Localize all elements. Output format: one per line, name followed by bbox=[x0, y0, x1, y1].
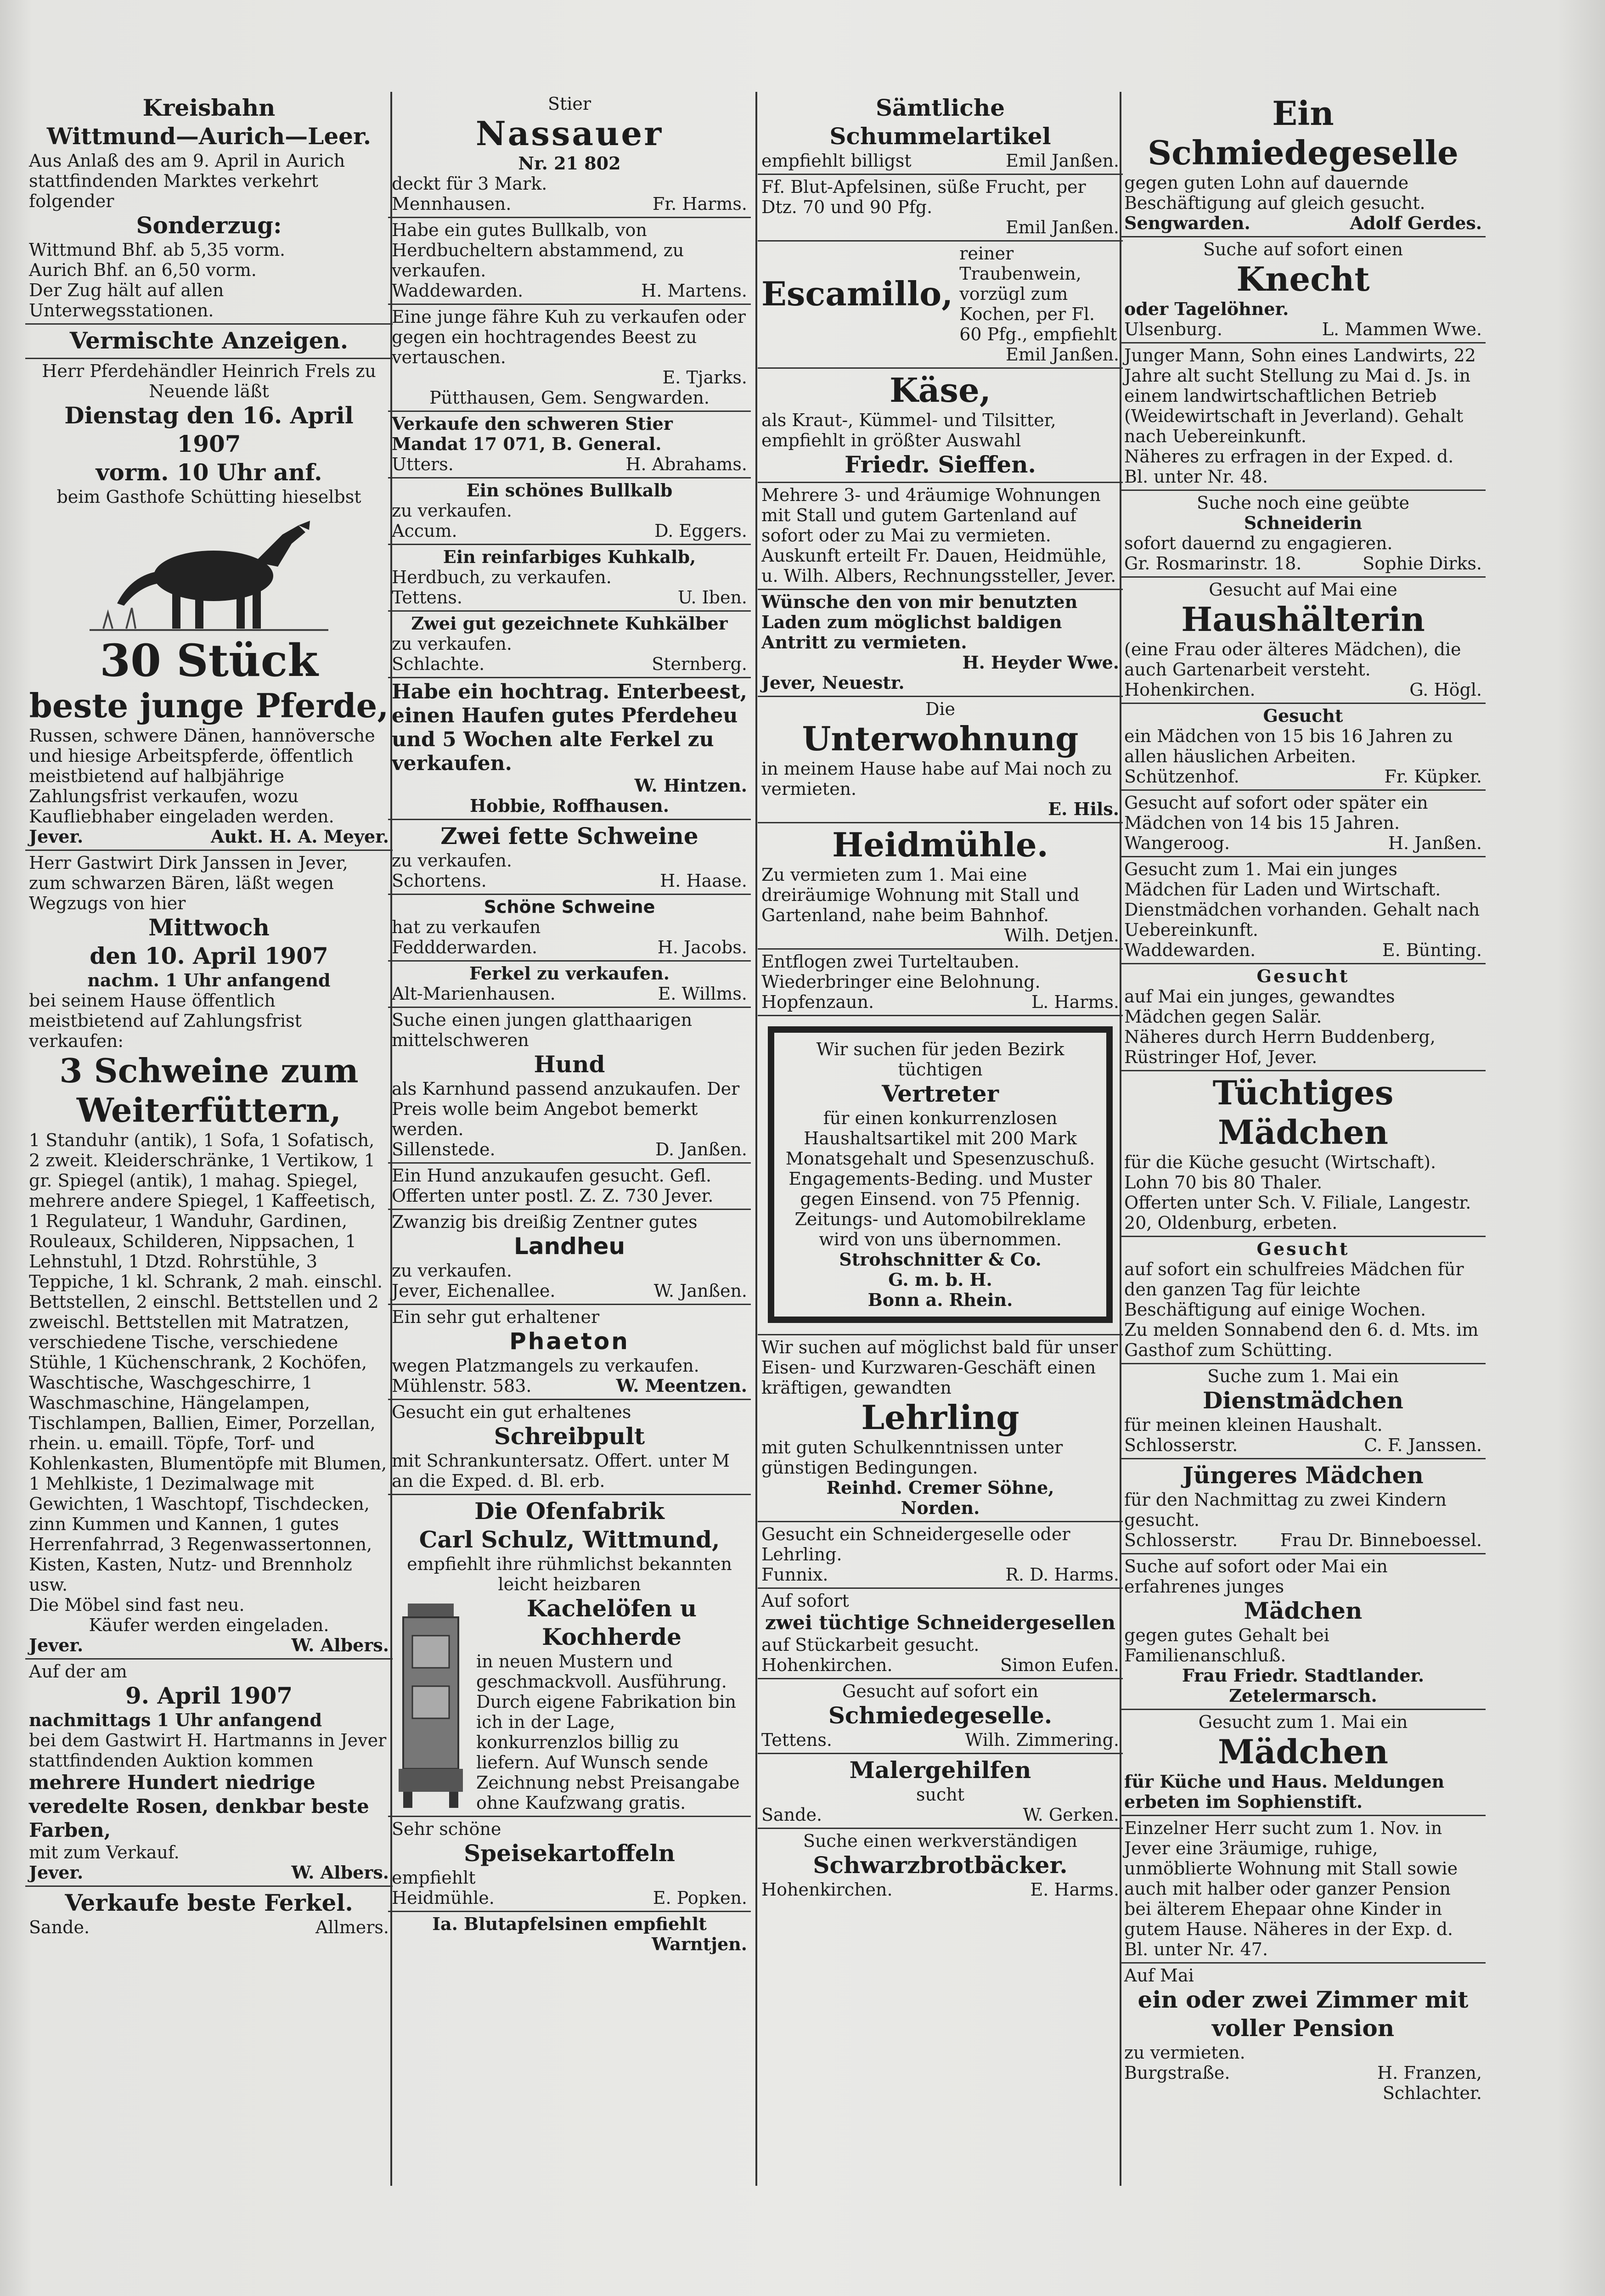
ad-text: Der Zug hält auf allen Unterwegsstationen. bbox=[29, 280, 224, 321]
ad-text: Gesucht auf Mai eine bbox=[1209, 580, 1397, 600]
ad-text: Käufer werden eingeladen. bbox=[89, 1615, 329, 1635]
ad-ferkel bbox=[388, 962, 751, 1008]
ad-bullkalb-2 bbox=[388, 478, 751, 545]
column-1 bbox=[25, 92, 393, 2186]
ad-text: Mehrere 3- und 4räumige Wohnungen mit Stall und gutem Gartenland auf sofort oder zu Mai zu vermieten. bbox=[761, 485, 1101, 546]
ad-schneidergesellen bbox=[758, 1589, 1123, 1679]
ad-dienstmaedchen bbox=[1121, 1364, 1486, 1459]
ad-heading: Zwei fette Schweine bbox=[440, 822, 698, 850]
ad-rosen bbox=[25, 1660, 393, 1887]
ad-signature: E. Tjarks. bbox=[662, 367, 747, 388]
ad-text: Ff. Blut-Apfelsinen, süße Frucht, per Dtz. 70 und 90 Pfg. bbox=[761, 177, 1086, 217]
ad-enterbeest bbox=[388, 678, 751, 820]
ad-heading: Sonderzug: bbox=[136, 212, 282, 239]
ad-heading: beste junge Pferde, bbox=[29, 686, 389, 725]
ad-tuechtiges bbox=[1121, 1071, 1486, 1237]
ad-signature: Schützenhof. Fr. Küpker. bbox=[1124, 766, 1482, 787]
ad-tauben bbox=[758, 950, 1123, 1016]
ad-text: Suche einen werkverständigen bbox=[803, 1831, 1077, 1851]
stove-icon bbox=[392, 1594, 470, 1810]
ad-text: Jever, Neuestr. bbox=[761, 672, 905, 693]
ad-heading: Heidmühle. bbox=[832, 825, 1048, 864]
ad-text: Wünsche den von mir benutzten Laden zum möglichst baldigen Antritt zu vermieten. bbox=[761, 591, 1078, 653]
ad-text: nachm. 1 Uhr anfangend bbox=[87, 970, 331, 990]
ad-text: (eine Frau oder älteres Mädchen), die auch Gartenarbeit versteht. bbox=[1124, 639, 1461, 680]
ad-heading: Gesucht bbox=[1256, 966, 1350, 986]
ad-maedchen-15 bbox=[1121, 704, 1486, 791]
ad-buddenberg bbox=[1121, 964, 1486, 1071]
ad-heading: Gesucht bbox=[1256, 1238, 1350, 1259]
ad-signature: Jever. W. Albers. bbox=[29, 1862, 389, 1883]
ad-text: Zwanzig bis dreißig Zentner gutes bbox=[392, 1212, 698, 1232]
ad-heading: zwei tüchtige Schneidergesellen bbox=[765, 1611, 1115, 1634]
ad-haushaelterin bbox=[1121, 578, 1486, 704]
ad-text: sofort dauernd zu engagieren. bbox=[1124, 533, 1393, 553]
ad-heading: Schmiedegeselle. bbox=[828, 1702, 1053, 1729]
ad-text: Näheres durch Herrn Buddenberg, Rüstringer Hof, Jever. bbox=[1124, 1027, 1436, 1067]
ad-signature: W. Hintzen. bbox=[634, 775, 747, 796]
ad-heading: 30 Stück bbox=[100, 635, 318, 687]
ad-text: Entflogen zwei Turteltauben. Wiederbringer eine Belohnung. bbox=[761, 951, 1041, 992]
ad-text: zu verkaufen. bbox=[392, 850, 512, 871]
column-2 bbox=[388, 92, 751, 2186]
ad-text: auf Stückarbeit gesucht. bbox=[761, 1635, 980, 1655]
ad-heading: Ferkel zu verkaufen. bbox=[469, 963, 670, 984]
ad-heading: Phaeton bbox=[509, 1328, 630, 1355]
ad-heading: Schöne Schweine bbox=[484, 897, 655, 917]
ad-heading: Schwarzbrotbäcker. bbox=[813, 1851, 1068, 1879]
ad-heading: Hund bbox=[534, 1051, 605, 1078]
ad-lehrling bbox=[758, 1335, 1123, 1522]
ad-schummel bbox=[758, 92, 1123, 175]
ad-text: Herr Gastwirt Dirk Janssen in Jever, zum schwarzen Bären, läßt wegen Wegzugs von hier bbox=[29, 853, 348, 913]
ad-heading: Wittmund—Aurich—Leer. bbox=[46, 123, 372, 150]
ad-heading: Dienstag den 16. April bbox=[64, 402, 354, 429]
ad-heading: Mädchen bbox=[1217, 1732, 1389, 1771]
ad-signature: Jever. Aukt. H. A. Meyer. bbox=[29, 826, 389, 847]
ad-kuhkaelber bbox=[388, 612, 751, 678]
ad-text: Die Möbel sind fast neu. bbox=[29, 1595, 245, 1615]
ad-heading: Verkaufe beste Ferkel. bbox=[65, 1889, 353, 1916]
ad-text: Auskunft erteilt Fr. Dauen, Heidmühle, u. Wilh. Albers, Rechnungssteller, Jever. bbox=[761, 546, 1116, 586]
ad-text: zu verkaufen. bbox=[392, 1261, 512, 1281]
ad-kuh bbox=[388, 305, 751, 412]
ad-heading: Tüchtiges Mädchen bbox=[1212, 1073, 1394, 1152]
ad-text: auf Mai ein junges, gewandtes Mädchen gegen Salär. bbox=[1124, 986, 1395, 1027]
ad-signature: Waddewarden. E. Bünting. bbox=[1124, 940, 1482, 960]
ad-bullkalb bbox=[388, 218, 751, 305]
ad-signature: Sillenstede. D. Janßen. bbox=[392, 1139, 747, 1159]
ad-signature: Wangeroog. H. Janßen. bbox=[1124, 833, 1482, 853]
ad-text: Wir suchen auf möglichst bald für unser Eisen- und Kurzwaren-Geschäft einen kräftigen, gewandten bbox=[761, 1337, 1118, 1398]
ad-heading: Sämtliche Schummelartikel bbox=[829, 94, 1051, 150]
ad-signature: Frau Friedr. Stadtlander. bbox=[1182, 1665, 1425, 1686]
ad-text: in meinem Hause habe auf Mai noch zu vermieten. bbox=[761, 759, 1112, 799]
ad-heading: 9. April 1907 bbox=[125, 1682, 293, 1709]
ad-text: Offerten unter Sch. V. Filiale, Langestr. 20, Oldenburg, erbeten. bbox=[1124, 1193, 1471, 1233]
ad-signature: Schlosserstr. C. F. Janssen. bbox=[1124, 1435, 1482, 1455]
ad-phaeton bbox=[388, 1305, 751, 1400]
ad-heading: Schreibpult bbox=[494, 1423, 645, 1450]
ad-signature: Hopfenzaun. L. Harms. bbox=[761, 992, 1119, 1012]
ad-text: wegen Platzmangels zu verkaufen. bbox=[392, 1356, 699, 1376]
ad-text: mit Schrankuntersatz. Offert. unter M an die Exped. d. Bl. erb. bbox=[392, 1451, 730, 1491]
ad-text: Hobbie, Roffhausen. bbox=[470, 795, 669, 816]
ad-signature: Sande. W. Gerken. bbox=[761, 1805, 1119, 1825]
ad-signature: Friedr. Sieffen. bbox=[845, 451, 1036, 478]
ofen-body bbox=[392, 1594, 747, 1813]
ad-text: Auf sofort bbox=[761, 1591, 849, 1611]
ad-heading: Carl Schulz, Wittmund, bbox=[419, 1526, 720, 1553]
ad-text: Russen, schwere Dänen, hannöversche und hiesige Arbeitspferde, öffentlich meistbietend auf halbjährige Zahlungsfrist verkaufen, wozu Kaufliebhaber eingeladen werden. bbox=[29, 726, 375, 827]
ad-text: Wittmund Bhf. ab 5,35 vorm. bbox=[29, 240, 286, 260]
ad-familien bbox=[1121, 1554, 1486, 1710]
ad-text: gegen gutes Gehalt bei Familienanschluß. bbox=[1124, 1625, 1329, 1666]
ad-text: Aurich Bhf. an 6,50 vorm. bbox=[29, 260, 257, 280]
ad-text: Gesucht zum 1. Mai ein junges Mädchen für Laden und Wirtschaft. Dienstmädchen vorhanden. Gehalt nach Uebereinkunft. bbox=[1124, 859, 1480, 940]
ad-laden-maedchen bbox=[1121, 857, 1486, 964]
ad-text: Ia. Blutapfelsinen empfiehlt bbox=[432, 1913, 707, 1934]
ad-text: für die Küche gesucht (Wirtschaft). Lohn 70 bis 80 Thaler. bbox=[1124, 1152, 1436, 1193]
ad-signature: Mühlenstr. 583. W. Meentzen. bbox=[392, 1375, 747, 1396]
ad-signature: Ulsenburg. L. Mammen Wwe. bbox=[1124, 319, 1482, 339]
ad-heading: 3 Schweine zum Weiterfüttern, bbox=[59, 1051, 359, 1130]
ad-text: Herdbuch, zu verkaufen. bbox=[392, 567, 612, 587]
ad-text: Suche noch eine geübte bbox=[1196, 493, 1410, 513]
ad-text: 1 Standuhr (antik), 1 Sofa, 1 Sofatisch, 2 zweit. Kleiderschränke, 1 Vertikow, 1 gr. Spiegel (antik), 1 mahag. Spiegel, mehrere andere Spiegel, 1 Kaffeetisch, 1 Regulateur, 1 Wanduhr, Gardinen, Rouleaux, Schilderen, Nippsachen, 1 Lehnstuhl, 1 Dtzd. Rohrstühle, 3 Teppiche, 1 kl. Schrank, 2 mah. einschl. Bettstellen, 2 einschl. Bettstellen und 2 zweischl. Bettstellen mit Matratzen, verschiedene Tische, verschiedene Stühle, 1 Küchenschrank, 2 Kochöfen, Waschtische, Waschgeschirre, 1 Waschmaschine, Hängelampen, Tischlampen, Ballien, Eimer, Porzellan, rhein. u. emaill. Töpfe, Torf- und Kohlenkasten, Blumentöpfe mit Blumen, 1 Mehlkiste, 1 Dezimalwage mit Gewichten, 1 Waschtopf, Tischdecken, zinn Kummen und Kannen, 1 gutes Herrenfahrrad, 3 Regenwassertonnen, Kisten, Kasten, Nutz- und Brennholz usw. bbox=[29, 1130, 387, 1595]
ad-heading: Kachelöfen u Kochherde bbox=[526, 1595, 697, 1650]
ad-text: oder Tagelöhner. bbox=[1124, 298, 1289, 319]
ad-zimmer bbox=[1121, 1964, 1486, 2106]
ad-schwarzbrot bbox=[758, 1829, 1123, 1902]
ad-signature: Emil Janßen. bbox=[1006, 344, 1119, 365]
ad-text: als Karnhund passend anzukaufen. Der Preis wolle beim Angebot bemerkt werden. bbox=[392, 1079, 740, 1139]
ad-text: Gesucht ein gut erhaltenes bbox=[392, 1402, 631, 1422]
ad-herr bbox=[1121, 1816, 1486, 1964]
ad-text: Habe ein gutes Bullkalb, von Herdbucheltern abstammend, zu verkaufen. bbox=[392, 220, 684, 281]
ad-heading: Nassauer bbox=[475, 114, 664, 153]
ad-text: Herr Pferdehändler Heinrich Frels zu Neuende läßt bbox=[42, 361, 376, 401]
ad-text: nachmittags 1 Uhr anfangend bbox=[29, 1710, 322, 1730]
ad-signature: Tettens. U. Iben. bbox=[392, 587, 747, 608]
ad-text: mit zum Verkauf. bbox=[29, 1842, 180, 1863]
ad-ferkel bbox=[25, 1887, 393, 1940]
ad-signature: Feddderwarden. H. Jacobs. bbox=[392, 937, 747, 957]
ad-vertreter bbox=[758, 1016, 1123, 1335]
ad-heading: Ein reinfarbiges Kuhkalb, bbox=[443, 546, 696, 567]
ad-text: Zu vermieten zum 1. Mai eine dreiräumige Wohnung mit Stall und Gartenland, nahe beim Bahnhof. bbox=[761, 865, 1080, 925]
ad-text: sucht bbox=[916, 1784, 964, 1805]
ad-signature: Schortens. H. Haase. bbox=[392, 871, 747, 891]
ad-signature: Utters. H. Abrahams. bbox=[392, 454, 747, 474]
ad-text: Gesucht zum 1. Mai ein bbox=[1198, 1712, 1408, 1732]
ad-heading: 1907 bbox=[177, 430, 241, 457]
ad-signature: H. Heyder Wwe. bbox=[962, 652, 1119, 673]
ad-signature: Strohschnitter & Co. bbox=[839, 1249, 1042, 1270]
ad-signature: Schlachte. Sternberg. bbox=[392, 654, 747, 674]
ad-signature: Jever. W. Albers. bbox=[29, 1635, 389, 1655]
ad-heading: Malergehilfen bbox=[849, 1756, 1031, 1784]
ad-text: Die bbox=[925, 699, 956, 719]
ofen-text bbox=[476, 1594, 747, 1813]
ad-heading: mehrere Hundert niedrige veredelte Rosen, denkbar beste Farben, bbox=[29, 1771, 369, 1841]
ad-heading: Haushälterin bbox=[1181, 600, 1425, 639]
ad-janssen bbox=[25, 851, 393, 1660]
ad-heading: Escamillo, bbox=[761, 274, 953, 313]
column-rule bbox=[755, 92, 757, 2186]
ad-signature: Sande. Allmers. bbox=[29, 1917, 389, 1937]
ad-wohnungen bbox=[758, 483, 1123, 590]
ad-signature: Zetelermarsch. bbox=[1229, 1685, 1377, 1706]
ad-text: bei seinem Hause öffentlich meistbietend auf Zahlungsfrist verkaufen: bbox=[29, 990, 302, 1051]
ad-kartoffeln bbox=[388, 1817, 751, 1912]
ad-text: reiner Traubenwein, vorzügl zum Kochen, per Fl. 60 Pfg., empfiehlt bbox=[959, 243, 1117, 344]
ad-signature: Warntjen. bbox=[652, 1934, 747, 1954]
ad-text: Ein Hund anzukaufen gesucht. Gefl. Offerten unter postl. Z. Z. 730 Jever. bbox=[392, 1165, 714, 1206]
ad-text: Näheres zu erfragen in der Exped. d. Bl. unter Nr. 48. bbox=[1124, 446, 1454, 487]
ad-text: gegen guten Lohn auf dauernde Beschäftigung auf gleich gesucht. bbox=[1124, 173, 1425, 213]
ad-heading: Ein schönes Bullkalb bbox=[466, 480, 673, 501]
ad-kreisbahn bbox=[25, 92, 393, 325]
ad-schulfrei bbox=[1121, 1237, 1486, 1364]
ad-heading: Lehrling bbox=[861, 1398, 1019, 1437]
ad-heading: Gesucht bbox=[1263, 705, 1343, 726]
ad-blutapfelsinen bbox=[388, 1912, 751, 1957]
ad-text: Zu melden Sonnabend den 6. d. Mts. im Gasthof zum Schütting. bbox=[1124, 1320, 1479, 1360]
ad-heading: Speisekartoffeln bbox=[464, 1840, 675, 1867]
ad-text: zu vermieten. bbox=[1124, 2043, 1245, 2063]
ad-text: Auf der am bbox=[29, 1661, 127, 1682]
ad-signature: Hohenkirchen. Simon Eufen. bbox=[761, 1655, 1119, 1675]
section-heading: Vermischte Anzeigen. bbox=[69, 327, 349, 354]
ad-malergehilfen bbox=[758, 1754, 1123, 1829]
ad-schmiedegeselle bbox=[758, 1679, 1123, 1754]
horse-icon bbox=[90, 507, 328, 636]
ad-landwirt bbox=[1121, 343, 1486, 491]
ad-text: empfiehlt ihre rühmlichst bekannten leicht heizbaren bbox=[407, 1554, 732, 1594]
ad-heading: Landheu bbox=[513, 1233, 625, 1260]
ad-signature: Accum. D. Eggers. bbox=[392, 521, 747, 541]
ad-schweine bbox=[388, 820, 751, 895]
ad-ein-hund bbox=[388, 1164, 751, 1210]
ad-text: hat zu verkaufen bbox=[392, 917, 541, 937]
ad-ofenfabrik bbox=[388, 1495, 751, 1817]
ad-text: auf sofort ein schulfreies Mädchen für den ganzen Tag für leichte Beschäftigung auf einige Wochen. bbox=[1124, 1259, 1464, 1320]
ad-laden bbox=[758, 590, 1123, 697]
ad-signature: Schlachter. bbox=[1382, 2083, 1482, 2103]
ad-text: zu verkaufen. bbox=[392, 501, 512, 521]
ad-kuhkalb bbox=[388, 545, 751, 612]
ad-hund bbox=[388, 1008, 751, 1164]
ad-signature: Heidmühle. E. Popken. bbox=[392, 1888, 747, 1908]
ad-signature: Gr. Rosmarinstr. 18. Sophie Dirks. bbox=[1124, 553, 1482, 574]
ad-text: Aus Anlaß des am 9. April in Aurich stattfindenden Marktes verkehrt folgender bbox=[29, 151, 345, 211]
ad-text: Verkaufe den schweren Stier Mandat 17 071, B. General. bbox=[392, 413, 673, 454]
ad-schoene-schweine bbox=[388, 895, 751, 962]
ad-signature: G. m. b. H. bbox=[888, 1269, 992, 1290]
ad-signature: Waddewarden. H. Martens. bbox=[392, 281, 747, 301]
ad-frels bbox=[25, 359, 393, 851]
ad-heidmuehle bbox=[758, 823, 1123, 950]
ad-signature: empfiehlt billigst Emil Janßen. bbox=[761, 151, 1119, 171]
ad-text: Sehr schöne bbox=[392, 1819, 501, 1839]
ad-heading: Knecht bbox=[1236, 259, 1370, 298]
ad-signature: Tettens. Wilh. Zimmering. bbox=[761, 1730, 1119, 1750]
ad-schmied bbox=[1121, 92, 1486, 237]
ad-juengeres bbox=[1121, 1459, 1486, 1554]
ad-apfelsinen bbox=[758, 175, 1123, 242]
ad-text: Suche zum 1. Mai ein bbox=[1207, 1366, 1399, 1386]
ad-signature: Sengwarden. Adolf Gerdes. bbox=[1124, 213, 1482, 233]
ad-heading: Unterwohnung bbox=[802, 719, 1079, 758]
ad-text: Gesucht auf sofort ein bbox=[842, 1681, 1039, 1701]
ad-text: Suche auf sofort oder Mai ein erfahrenes junges bbox=[1124, 1556, 1388, 1597]
ad-knecht bbox=[1121, 237, 1486, 343]
ad-kueche-haus bbox=[1121, 1710, 1486, 1816]
ad-text: empfiehlt bbox=[392, 1868, 476, 1888]
ad-signature: Mennhausen. Fr. Harms. bbox=[392, 194, 747, 214]
ad-text: Wir suchen für jeden Bezirk tüchtigen bbox=[816, 1039, 1064, 1080]
ad-signature: Reinhd. Cremer Söhne, bbox=[826, 1477, 1054, 1498]
ad-unterwohnung bbox=[758, 697, 1123, 823]
ad-text: mit guten Schulkenntnissen unter günstigen Bedingungen. bbox=[761, 1437, 1063, 1478]
ad-schreibpult bbox=[388, 1400, 751, 1495]
ad-signature: Emil Janßen. bbox=[1006, 217, 1119, 237]
ad-schneiderin bbox=[1121, 491, 1486, 578]
ad-text: Stier bbox=[547, 94, 591, 114]
ad-text: Habe ein hochtrag. Enterbeest, einen Haufen gutes Pferdeheu und 5 Wochen alte Ferkel zu verkaufen. bbox=[392, 680, 747, 775]
ad-signature: Norden. bbox=[901, 1497, 980, 1518]
column-4 bbox=[1121, 92, 1486, 2186]
ad-heading: Ein Schmiedegeselle bbox=[1148, 94, 1459, 172]
ad-text: Suche einen jungen glatthaarigen mittelschweren bbox=[392, 1010, 693, 1050]
ad-heading: vorm. 10 Uhr anf. bbox=[96, 459, 322, 486]
ad-text: bei dem Gastwirt H. Hartmanns in Jever stattfindenden Auktion kommen bbox=[29, 1730, 387, 1771]
escamillo-row bbox=[761, 243, 1119, 344]
ad-text: deckt für 3 Mark. bbox=[392, 174, 547, 194]
ad-text: als Kraut-, Kümmel- und Tilsitter, empfiehlt in größter Auswahl bbox=[761, 410, 1056, 450]
ad-heading: Schneiderin bbox=[1244, 512, 1363, 533]
ad-heading: Käse, bbox=[890, 371, 991, 410]
ad-heading: Mädchen bbox=[1244, 1597, 1363, 1624]
ad-text: Pütthausen, Gem. Sengwarden. bbox=[429, 388, 710, 408]
ad-text: Junger Mann, Sohn eines Landwirts, 22 Jahre alt sucht Stellung zu Mai d. Js. in einem landwirtschaftlichen Betrieb (Weidewirtschaft in Jeverland). Gehalt nach Uebereinkunft. bbox=[1124, 345, 1476, 446]
ad-signature: Burgstraße. H. Franzen, bbox=[1124, 2063, 1482, 2083]
section-vermischte bbox=[25, 325, 393, 359]
ad-heading: ein oder zwei Zimmer mit voller Pension bbox=[1138, 1986, 1469, 2042]
ad-heading: den 10. April 1907 bbox=[90, 942, 328, 969]
ad-text: zu verkaufen. bbox=[392, 634, 512, 654]
ad-maedchen-14 bbox=[1121, 791, 1486, 857]
ad-text: für Küche und Haus. Meldungen erbeten im Sophienstift. bbox=[1124, 1771, 1445, 1812]
ad-signature: Hohenkirchen. E. Harms. bbox=[761, 1880, 1119, 1900]
ad-text: für den Nachmittag zu zwei Kindern gesucht. bbox=[1124, 1490, 1447, 1530]
ad-signature: Hohenkirchen. G. Högl. bbox=[1124, 680, 1482, 700]
ad-heading: Jüngeres Mädchen bbox=[1183, 1462, 1424, 1489]
ad-heading: Kreisbahn bbox=[142, 94, 276, 121]
ad-heading: Die Ofenfabrik bbox=[474, 1497, 665, 1525]
ad-heading: Mittwoch bbox=[148, 914, 270, 941]
ad-schneider bbox=[758, 1522, 1123, 1589]
ad-text: ein Mädchen von 15 bis 16 Jahren zu allen häuslichen Arbeiten. bbox=[1124, 726, 1453, 766]
ad-escamillo bbox=[758, 242, 1123, 369]
column-3 bbox=[758, 92, 1123, 2186]
ad-nassauer bbox=[388, 92, 751, 218]
ad-text: für meinen kleinen Haushalt. bbox=[1124, 1415, 1383, 1435]
ad-text: in neuen Mustern und geschmackvoll. Ausführung. Durch eigene Fabrikation bin ich in der Lage, konkurrenzlos billig zu liefern. Auf Wunsch sende Zeichnung nebst Preisangabe ohne Kaufzwang gratis. bbox=[476, 1651, 740, 1813]
ad-signature: Alt-Marienhausen. E. Willms. bbox=[392, 984, 747, 1004]
ad-signature: Funnix. R. D. Harms. bbox=[761, 1564, 1119, 1585]
ad-signature: Wilh. Detjen. bbox=[1004, 925, 1119, 945]
ad-text: für einen konkurrenzlosen Haushaltsartikel mit 200 Mark Monatsgehalt und Spesenzuschuß. Engagements-Beding. und Muster gegen Einsend. von 75 Pfennig. Zeitungs- und Automobilreklame wird von uns übernommen. bbox=[785, 1108, 1095, 1249]
vertreter-box bbox=[768, 1026, 1113, 1323]
ad-text: Gesucht auf sofort oder später ein Mädchen von 14 bis 15 Jahren. bbox=[1124, 793, 1428, 833]
ad-text: Eine junge fähre Kuh zu verkaufen oder gegen ein hochtragendes Beest zu vertauschen. bbox=[392, 307, 746, 367]
ad-text: Suche auf sofort einen bbox=[1203, 239, 1403, 259]
ad-signature: Schlosserstr. Frau Dr. Binneboessel. bbox=[1124, 1530, 1482, 1550]
ad-signature: Bonn a. Rhein. bbox=[867, 1289, 1013, 1310]
ad-landheu bbox=[388, 1210, 751, 1305]
ad-signature: E. Hils. bbox=[1048, 799, 1119, 819]
ad-text: Nr. 21 802 bbox=[518, 153, 621, 174]
ad-text: Einzelner Herr sucht zum 1. Nov. in Jever eine 3räumige, ruhige, unmöblierte Wohnung mit Stall sowie auch mit halber oder ganzer Pension bei älterem Ehepaar ohne Kinder in gutem Hause. Näheres in der Exp. d. Bl. unter Nr. 47. bbox=[1124, 1818, 1458, 1959]
ad-heading: Zwei gut gezeichnete Kuhkälber bbox=[411, 613, 728, 634]
ad-heading: Dienstmädchen bbox=[1203, 1387, 1403, 1414]
ad-heading: Vertreter bbox=[882, 1080, 999, 1107]
ad-kaese bbox=[758, 369, 1123, 483]
ad-text: Ein sehr gut erhaltener bbox=[392, 1307, 600, 1327]
ad-text: Gesucht ein Schneidergeselle oder Lehrling. bbox=[761, 1524, 1070, 1564]
ad-signature: Jever, Eichenallee. W. Janßen. bbox=[392, 1281, 747, 1301]
ad-stier bbox=[388, 412, 751, 478]
ad-text: Auf Mai bbox=[1124, 1965, 1194, 1986]
ad-text: beim Gasthofe Schütting hieselbst bbox=[56, 487, 361, 507]
